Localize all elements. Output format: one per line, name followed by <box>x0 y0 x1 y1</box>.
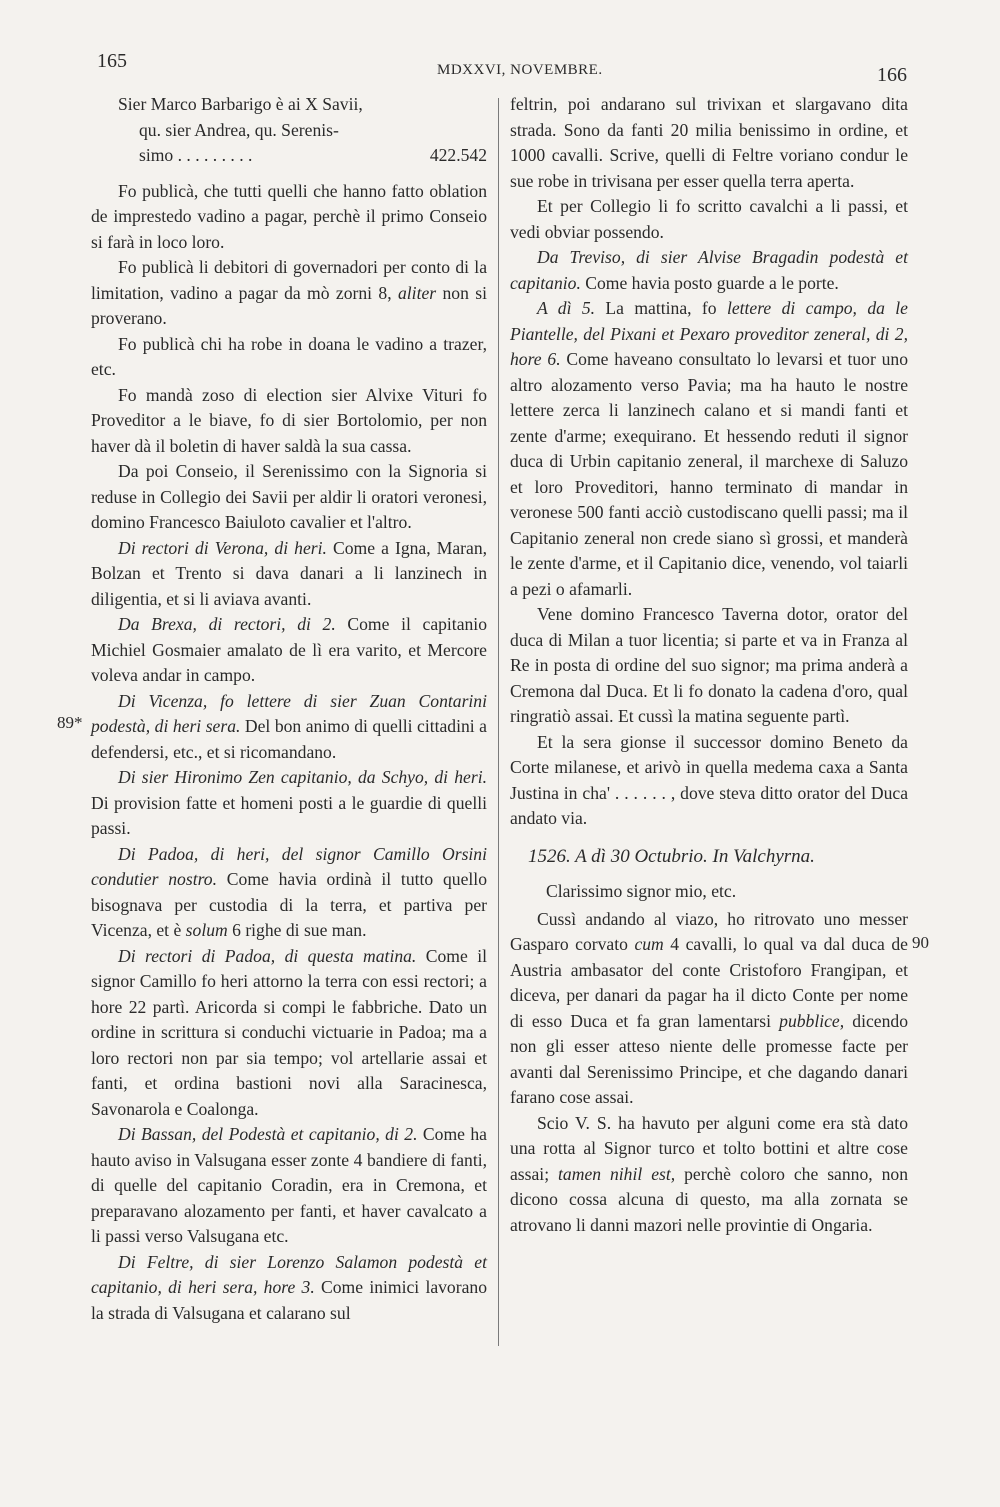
letter-date-line: 1526. A dì 30 Octubrio. In Valchyrna. <box>528 845 815 867</box>
paragraph: Fo publicà, che tutti quelli che hanno fatto oblation de imprestedo vadino a pagar, perchè il primo Conseio si farà in loco loro. <box>91 180 487 252</box>
election-vote-count: 422.542 <box>429 145 487 165</box>
paragraph: A dì 5. La mattina, fo lettere di campo, da le Piantelle, del Pixani et Pexaro proveditor zeneral, di 2, hore 6. Come haveano consultato lo levarsi et tuor uno altro alozamento verso Pavia; ma ha hauto le nostre lettere zerca li lanzinech calano et si mandi fanti et zente d'arme; exequirano. Et hessendo reduti il signor duca di Urbin capitanio zeneral, il marchexe di Saluzo et loro Proveditori, hanno terminato di mandar in veronese 500 fanti acciò custodiscano quelli passi; ma il Capitanio zeneral non crede siano sì grossi, et manderà le zente d'arme, et il Capitanio dice, venendo, vol taiarli a pezi o afamarli. <box>510 298 908 599</box>
election-entry-line-3 <box>139 143 487 169</box>
right-column <box>510 92 908 1238</box>
paragraph: Di sier Hironimo Zen capitanio, da Schyo, di heri. Di provision fatte et homeni posti a le guardie di quelli passi. <box>91 767 487 838</box>
paragraph: Scio V. S. ha havuto per alguni come era stà dato una rotta al Signor turco et tolto bottini et altre cose assai; tamen nihil est, perchè coloro che sanno, non dicono cossa alcuna di questo, ma alla zornata se atrovano li danni mazori nelle provintie di Ongaria. <box>510 1112 908 1235</box>
paragraph: Di Feltre, di sier Lorenzo Salamon podestà et capitanio, di heri sera, hore 3. Come inimici lavorano la strada di Valsugana et calarano sul <box>91 1251 487 1323</box>
paragraph: Cussì andando al viazo, ho ritrovato uno messer Gasparo corvato cum 4 cavalli, lo qual va dal duca de Austria ambasator del conte Cristoforo Frangipan, et diceva, per danari da pagar ha il dicto Conte per nome di esso Duca et fa gran lamentarsi pubblice, dicendo non gli esser atteso niente delle promesse facte per avanti dal Serenissimo Principe, et che dagando danari farano cose assai. <box>510 908 908 1107</box>
spacer <box>91 169 487 179</box>
paragraph: feltrin, poi andarano sul trivixan et slargavano dita strada. Sono da fanti 20 milia benissimo in ordine, et 1000 cavalli. Scrive, quelli di Feltre voriano condur le sue robe in trivisana per esser quella terra aperta. <box>510 94 908 191</box>
page-number-left: 165 <box>97 50 127 72</box>
paragraph: Fo publicà chi ha robe in doana le vadino a trazer, etc. <box>91 333 487 379</box>
paragraph: Di rectori di Padoa, di questa matina. Come il signor Camillo fo heri attorno la terra con essi rectori; a hore 22 partì. Aricorda si compi le fabbriche. Dato un ordine in scrittura si conduchi victuarie in Padoa; ma a loro rectori non par sia tempo; vol artellarie assai et fanti, et ordina bastioni novi alla Saracinesca, Savonarola e Coalonga. <box>91 945 487 1119</box>
paragraph: Da Brexa, di rectori, di 2. Come il capitanio Michiel Gosmaier amalato de lì era varito, et Mercore voleva andar in campo. <box>91 614 487 685</box>
paragraph: Fo mandà zoso di election sier Alvixe Vituri fo Proveditor a le biave, fo di sier Bortolomio, per non haver dà il boletin di haver saldà la sua cassa. <box>91 384 487 456</box>
letter-salutation: Clarissimo signor mio, etc. <box>546 881 737 901</box>
election-entry-line-1: Sier Marco Barbarigo è ai X Savii, <box>118 94 363 114</box>
election-entry-line-2: qu. sier Andrea, qu. Serenis- <box>139 119 339 140</box>
paragraph: Da poi Conseio, il Serenissimo con la Signoria si reduse in Collegio dei Savii per aldir li oratori veronesi, domino Francesco Baiuloto cavalier et l'altro. <box>91 461 487 532</box>
election-entry-dots: simo . . . . . . . . . <box>139 145 253 165</box>
paragraph: Di rectori di Verona, di heri. Come a Igna, Maran, Bolzan et Trento si dava danari a li lanzinech in diligentia, et si li aviava avanti. <box>91 537 488 609</box>
paragraph: Vene domino Francesco Taverna dotor, orator del duca di Milan a tuor licentia; si parte et va in Franza al Re in posta di ordine del suo signor; ma prima anderà a Cremona dal Duca. Et li fo donato la cadena d'oro, qual ringratiò assai. Et cussì la matina seguente partì. <box>510 604 908 726</box>
column-divider <box>498 98 499 1346</box>
paragraph: Di Padoa, di heri, del signor Camillo Orsini condutier nostro. Come havia ordinà il tutto quello bisognava per custodia di la terra, et partiva per Vicenza, et è solum 6 righe di sue man. <box>91 843 487 940</box>
page-number-right: 166 <box>877 64 907 86</box>
paragraph: Fo publicà li debitori di governadori per conto di la limitation, vadino a pagar da mò zorni 8, aliter non si proverano. <box>91 257 487 328</box>
paragraph: Di Vicenza, fo lettere di sier Zuan Contarini podestà, di heri sera. Del bon animo di quelli cittadini a defendersi, etc., et si ricomandano. <box>91 690 487 762</box>
margin-mark-left: 89* <box>57 713 83 732</box>
paragraph: Et per Collegio li fo scritto cavalchi a li passi, et vedi obviar possendo. <box>510 196 908 242</box>
margin-mark-right: 90 <box>912 933 929 952</box>
paragraph: Et la sera gionse il successor domino Beneto da Corte milanese, et arivò in quella medema caxa a Santa Justina in cha' . . . . . . , dove steva ditto orator del Duca andato via. <box>510 731 908 828</box>
left-column <box>91 92 487 1326</box>
running-title: MDXXVI, NOVEMBRE. <box>437 62 603 78</box>
paragraph: Di Bassan, del Podestà et capitanio, di 2. Come ha hauto aviso in Valsugana esser zonte 4 bandiere di fanti, di quelle del capitanio Coradin, era in Cremona, et preparavano alozamento per fanti, et haver cavalcato a li passi verso Valsugana etc. <box>91 1124 487 1246</box>
paragraph: Da Treviso, di sier Alvise Bragadin podestà et capitanio. Come havia posto guarde a le porte. <box>510 247 908 293</box>
